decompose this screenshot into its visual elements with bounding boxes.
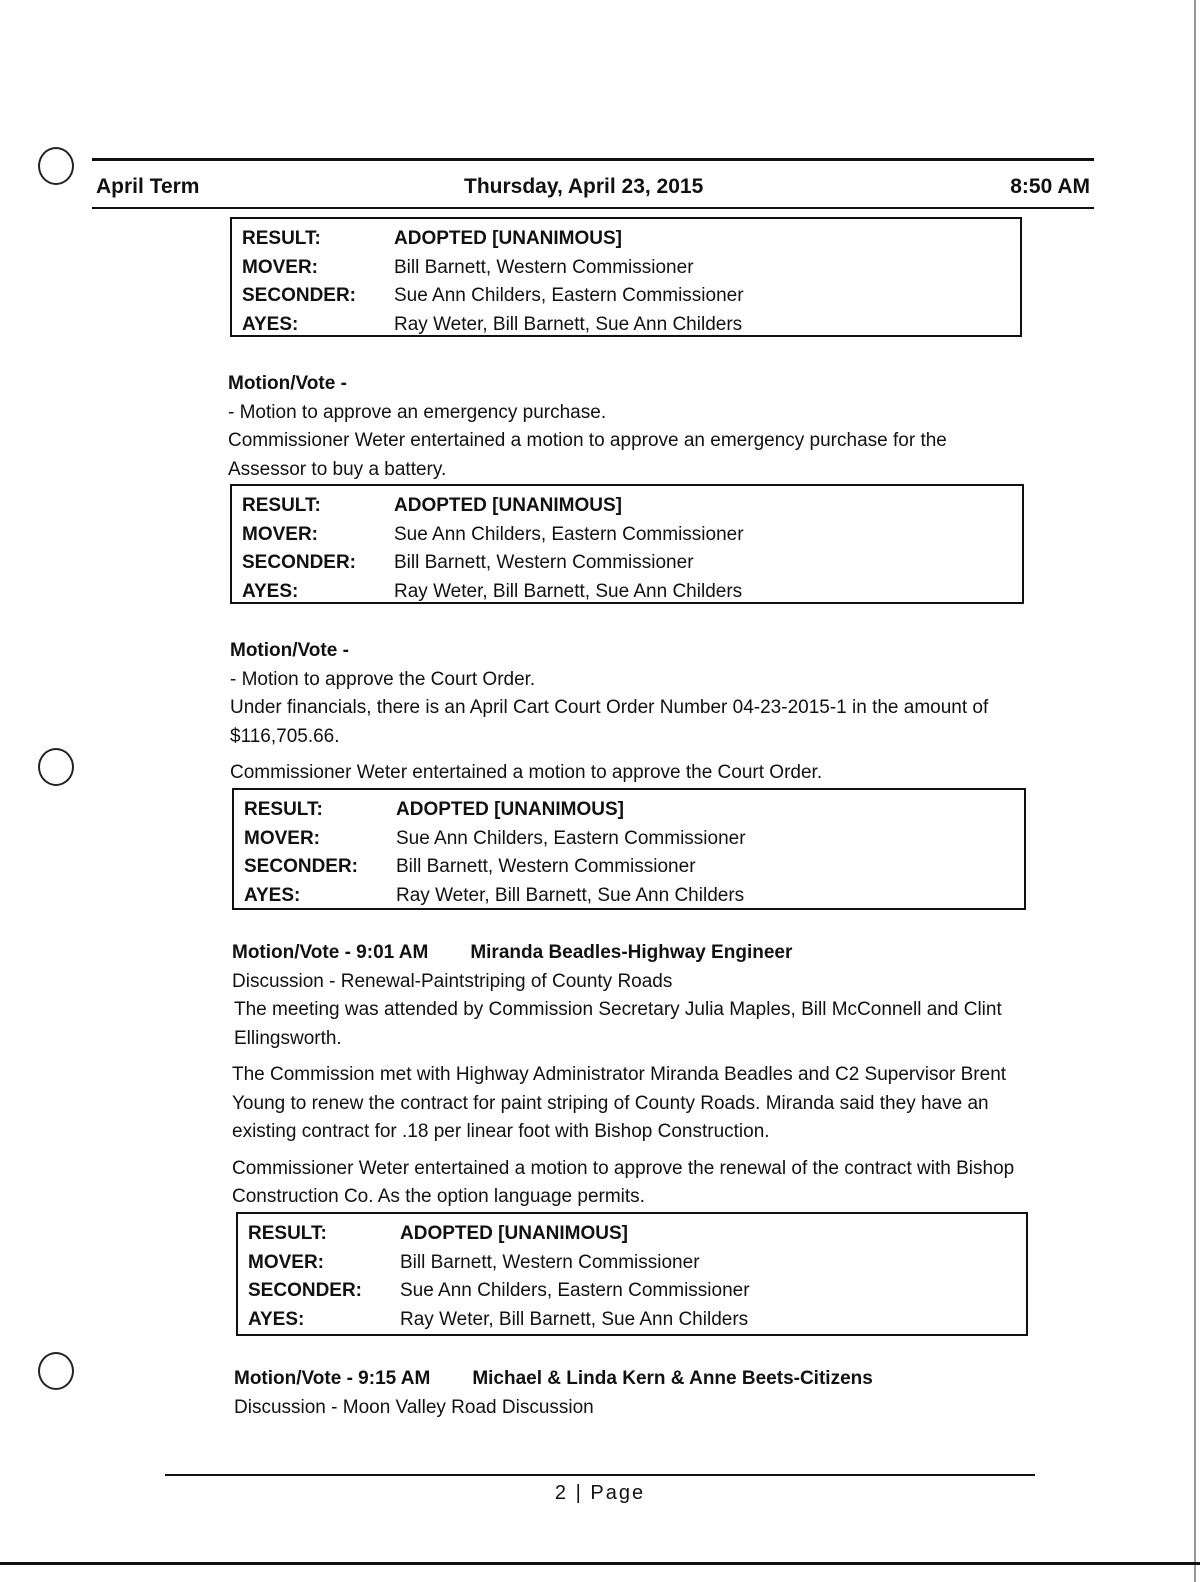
seconder-value: Sue Ann Childers, Eastern Commissioner (400, 1280, 750, 1302)
result-label: RESULT: (248, 1223, 327, 1245)
page-edge (1194, 0, 1196, 1582)
result-value: ADOPTED [UNANIMOUS] (394, 228, 622, 250)
vote-table (232, 788, 1026, 910)
motion-heading: Motion/Vote - (230, 640, 349, 661)
motion-section (234, 1365, 1034, 1422)
mover-value: Sue Ann Childers, Eastern Commissioner (396, 827, 746, 849)
motion-heading: Motion/Vote - 9:15 AM (234, 1368, 431, 1389)
punch-hole (38, 147, 74, 185)
mover-label: MOVER: (242, 256, 318, 278)
ayes-value: Ray Weter, Bill Barnett, Sue Ann Childers (394, 313, 743, 335)
ayes-label: AYES: (244, 884, 301, 906)
mover-label: MOVER: (248, 1251, 324, 1273)
ayes-label: AYES: (248, 1308, 305, 1330)
result-value: ADOPTED [UNANIMOUS] (396, 799, 624, 821)
punch-hole (38, 748, 74, 786)
vote-table (230, 484, 1024, 604)
seconder-label: SECONDER: (242, 285, 357, 307)
seconder-value: Bill Barnett, Western Commissioner (396, 856, 696, 878)
result-value: ADOPTED [UNANIMOUS] (394, 495, 622, 517)
presenter-name: Michael & Linda Kern & Anne Beets-Citizens (472, 1368, 873, 1389)
motion-heading: Motion/Vote - 9:01 AM (232, 942, 429, 963)
page-edge (0, 1562, 1200, 1565)
punch-hole (38, 1352, 74, 1390)
motion-section (230, 637, 1030, 788)
ayes-value: Ray Weter, Bill Barnett, Sue Ann Childers (396, 884, 745, 906)
discussion-topic: Discussion - Moon Valley Road Discussion (234, 1396, 594, 1418)
discussion-topic: Discussion - Renewal-Paintstriping of County Roads (232, 970, 673, 992)
ayes-label: AYES: (242, 313, 299, 335)
motion-text: Commissioner Weter entertained a motion to approve the renewal of the contract with Bishop Construction Co. As the option language permits. (232, 1157, 1015, 1207)
motion-text: Commissioner Weter entertained a motion to approve the Court Order. (230, 762, 823, 783)
result-label: RESULT: (242, 228, 321, 250)
motion-section (228, 370, 1028, 484)
motion-subject: - Motion to approve an emergency purchase. (228, 401, 607, 423)
term-label: April Term (96, 175, 200, 198)
mover-value: Sue Ann Childers, Eastern Commissioner (394, 523, 744, 545)
seconder-label: SECONDER: (248, 1280, 363, 1302)
page-number: 2 | Page (554, 1482, 646, 1504)
mover-label: MOVER: (244, 827, 320, 849)
page-header (92, 158, 1094, 209)
ayes-value: Ray Weter, Bill Barnett, Sue Ann Childers (400, 1308, 749, 1330)
mover-value: Bill Barnett, Western Commissioner (400, 1251, 700, 1273)
motion-text: The Commission met with Highway Administrator Miranda Beadles and C2 Supervisor Brent Young to renew the contract for paint striping of County Roads. Miranda said they have an existing contract for .18 per linear foot with Bishop Construction. (232, 1064, 1007, 1142)
footer-divider (165, 1474, 1035, 1476)
seconder-value: Bill Barnett, Western Commissioner (394, 552, 694, 574)
meeting-time: 8:50 AM (1010, 175, 1090, 198)
result-label: RESULT: (244, 799, 323, 821)
mover-label: MOVER: (242, 523, 318, 545)
seconder-label: SECONDER: (244, 856, 359, 878)
meeting-date: Thursday, April 23, 2015 (464, 175, 704, 198)
vote-table (236, 1212, 1028, 1336)
seconder-label: SECONDER: (242, 552, 357, 574)
motion-subject: - Motion to approve the Court Order. (230, 668, 536, 690)
ayes-label: AYES: (242, 580, 299, 602)
motion-heading: Motion/Vote - (228, 373, 347, 394)
motion-text: The meeting was attended by Commission Secretary Julia Maples, Bill McConnell and Clint Ellingsworth. (234, 999, 1002, 1049)
motion-section (232, 939, 1032, 1212)
mover-value: Bill Barnett, Western Commissioner (394, 256, 694, 278)
seconder-value: Sue Ann Childers, Eastern Commissioner (394, 285, 744, 307)
presenter-name: Miranda Beadles-Highway Engineer (470, 942, 793, 963)
result-value: ADOPTED [UNANIMOUS] (400, 1223, 628, 1245)
motion-text: Commissioner Weter entertained a motion to approve an emergency purchase for the Assessor to buy a battery. (228, 430, 947, 480)
ayes-value: Ray Weter, Bill Barnett, Sue Ann Childers (394, 580, 743, 602)
motion-text: Under financials, there is an April Cart Court Order Number 04-23-2015-1 in the amount of $116,705.66. (230, 697, 989, 747)
result-label: RESULT: (242, 495, 321, 517)
vote-table (230, 217, 1022, 337)
